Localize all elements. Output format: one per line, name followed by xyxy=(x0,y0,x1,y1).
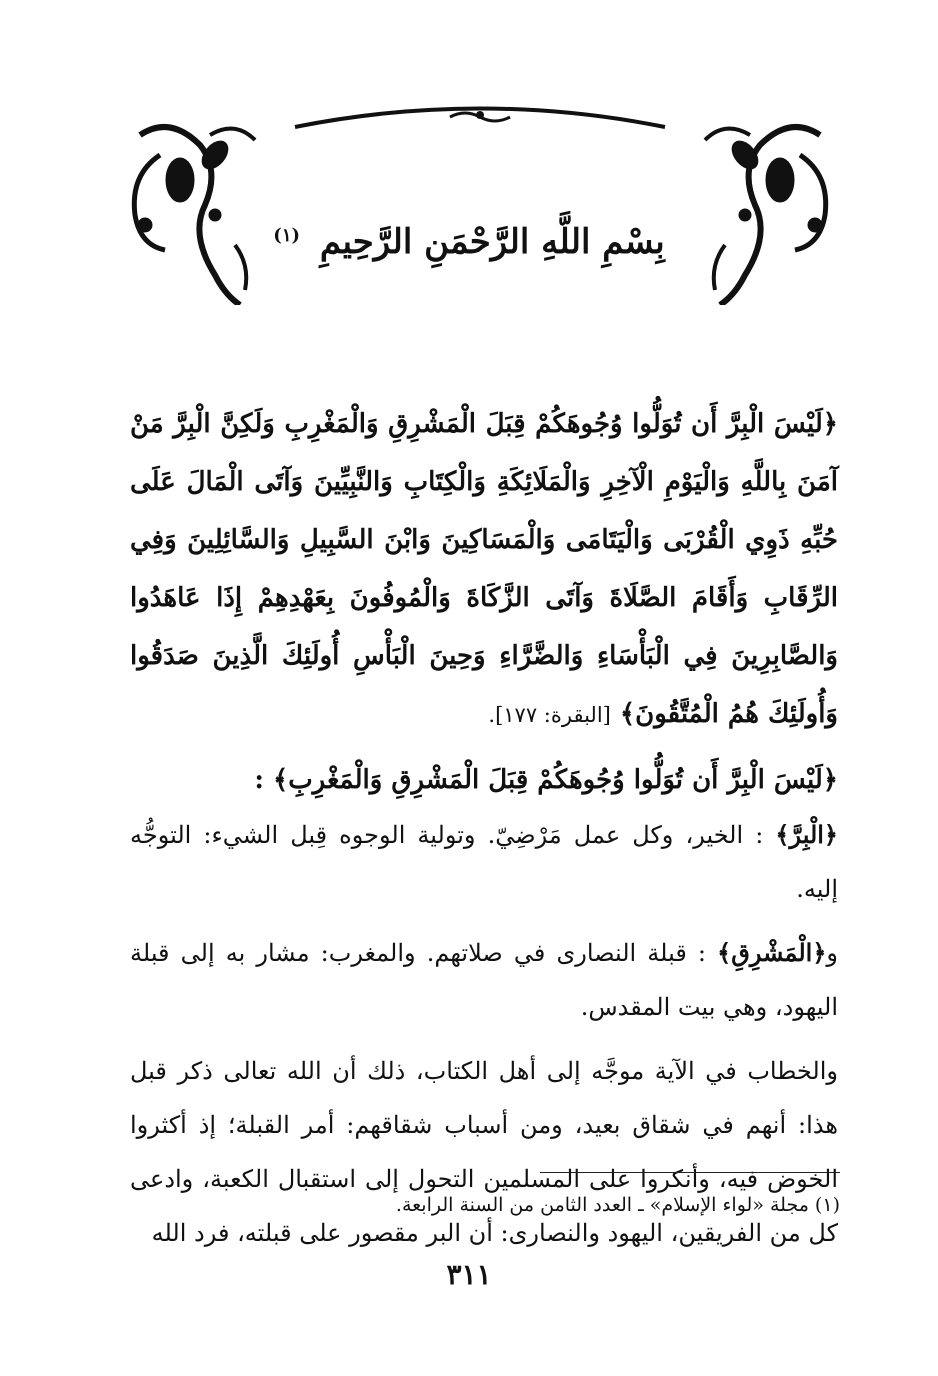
header-ornament xyxy=(120,95,840,305)
paragraph-khitab: والخطاب في الآية موجَّه إلى أهل الكتاب، ذلك أن الله تعالى ذكر قبل هذا: أنهم في شقاق بعيد، ومن أسباب شقاقهم: أمر القبلة؛ إذ أكثروا الخوض فيه، وأنكروا على المسلمين التحول إلى استقبال الكعبة، وادعى كل من الفريقين، اليهود والنصارى: أن البر مقصور على قبلته، فرد الله xyxy=(130,1057,838,1247)
verse-text: ﴿لَيْسَ الْبِرَّ أَن تُوَلُّوا وُجُوهَكُمْ قِبَلَ الْمَشْرِقِ وَالْمَغْرِبِ وَلَكِنَّ الْبِرَّ مَنْ آمَنَ بِاللَّهِ وَالْيَوْمِ الْآخِرِ وَالْمَلَائِكَةِ وَالْكِتَابِ وَالنَّبِيِّينَ وَآتَى الْمَالَ عَلَى حُبِّهِ ذَوِي الْقُرْبَى وَالْيَتَامَى وَالْمَسَاكِينَ وَابْنَ السَّبِيلِ وَالسَّائِلِينَ وَفِي الرِّقَابِ وَأَقَامَ الصَّلَاةَ وَآتَى الزَّكَاةَ وَالْمُوفُونَ بِعَهْدِهِمْ إِذَا عَاهَدُوا وَالصَّابِرِينَ فِي الْبَأْسَاءِ وَالضَّرَّاءِ وَحِينَ الْبَأْسِ أُولَئِكَ الَّذِينَ صَدَقُوا وَأُولَئِكَ هُمُ الْمُتَّقُونَ﴾ xyxy=(130,409,838,729)
paragraph-text: : قبلة النصارى في صلاتهم. والمغرب: مشار به إلى قبلة اليهود، وهي بيت المقدس. xyxy=(130,939,838,1021)
footnote-reference: (١) xyxy=(273,224,301,246)
basmala-text: بِسْمِ اللَّهِ الرَّحْمَنِ الرَّحِيمِ xyxy=(319,222,665,262)
page-number: ٣١١ xyxy=(446,1258,492,1291)
quran-verse xyxy=(130,395,838,744)
basmala-heading xyxy=(0,222,938,262)
verse-reference: [البقرة: ١٧٧]. xyxy=(488,703,611,727)
paragraph-mashriq xyxy=(130,926,838,1034)
paragraph-text: : الخير، وكل عمل مَرْضِيّ. وتولية الوجوه قِبل الشيء: التوجُّه إليه. xyxy=(130,821,838,903)
right-flourish-icon xyxy=(705,127,826,305)
quran-term: ﴿الْمَشْرِقِ﴾ xyxy=(717,938,827,967)
main-text xyxy=(130,395,838,1260)
paragraph-prefix: و xyxy=(826,939,839,967)
paragraph-birr xyxy=(130,808,838,916)
footnote: (١) مجلة «لواء الإسلام» ـ العدد الثامن من السنة الرابعة. xyxy=(395,1194,840,1216)
left-flourish-icon xyxy=(134,127,255,305)
quran-term: ﴿الْبِرَّ﴾ xyxy=(775,820,838,849)
footnote-divider xyxy=(540,1172,840,1173)
verse-excerpt-heading: ﴿لَيْسَ الْبِرَّ أَن تُوَلُّوا وُجُوهَكُمْ قِبَلَ الْمَشْرِقِ وَالْمَغْرِبِ﴾ : xyxy=(254,765,838,795)
